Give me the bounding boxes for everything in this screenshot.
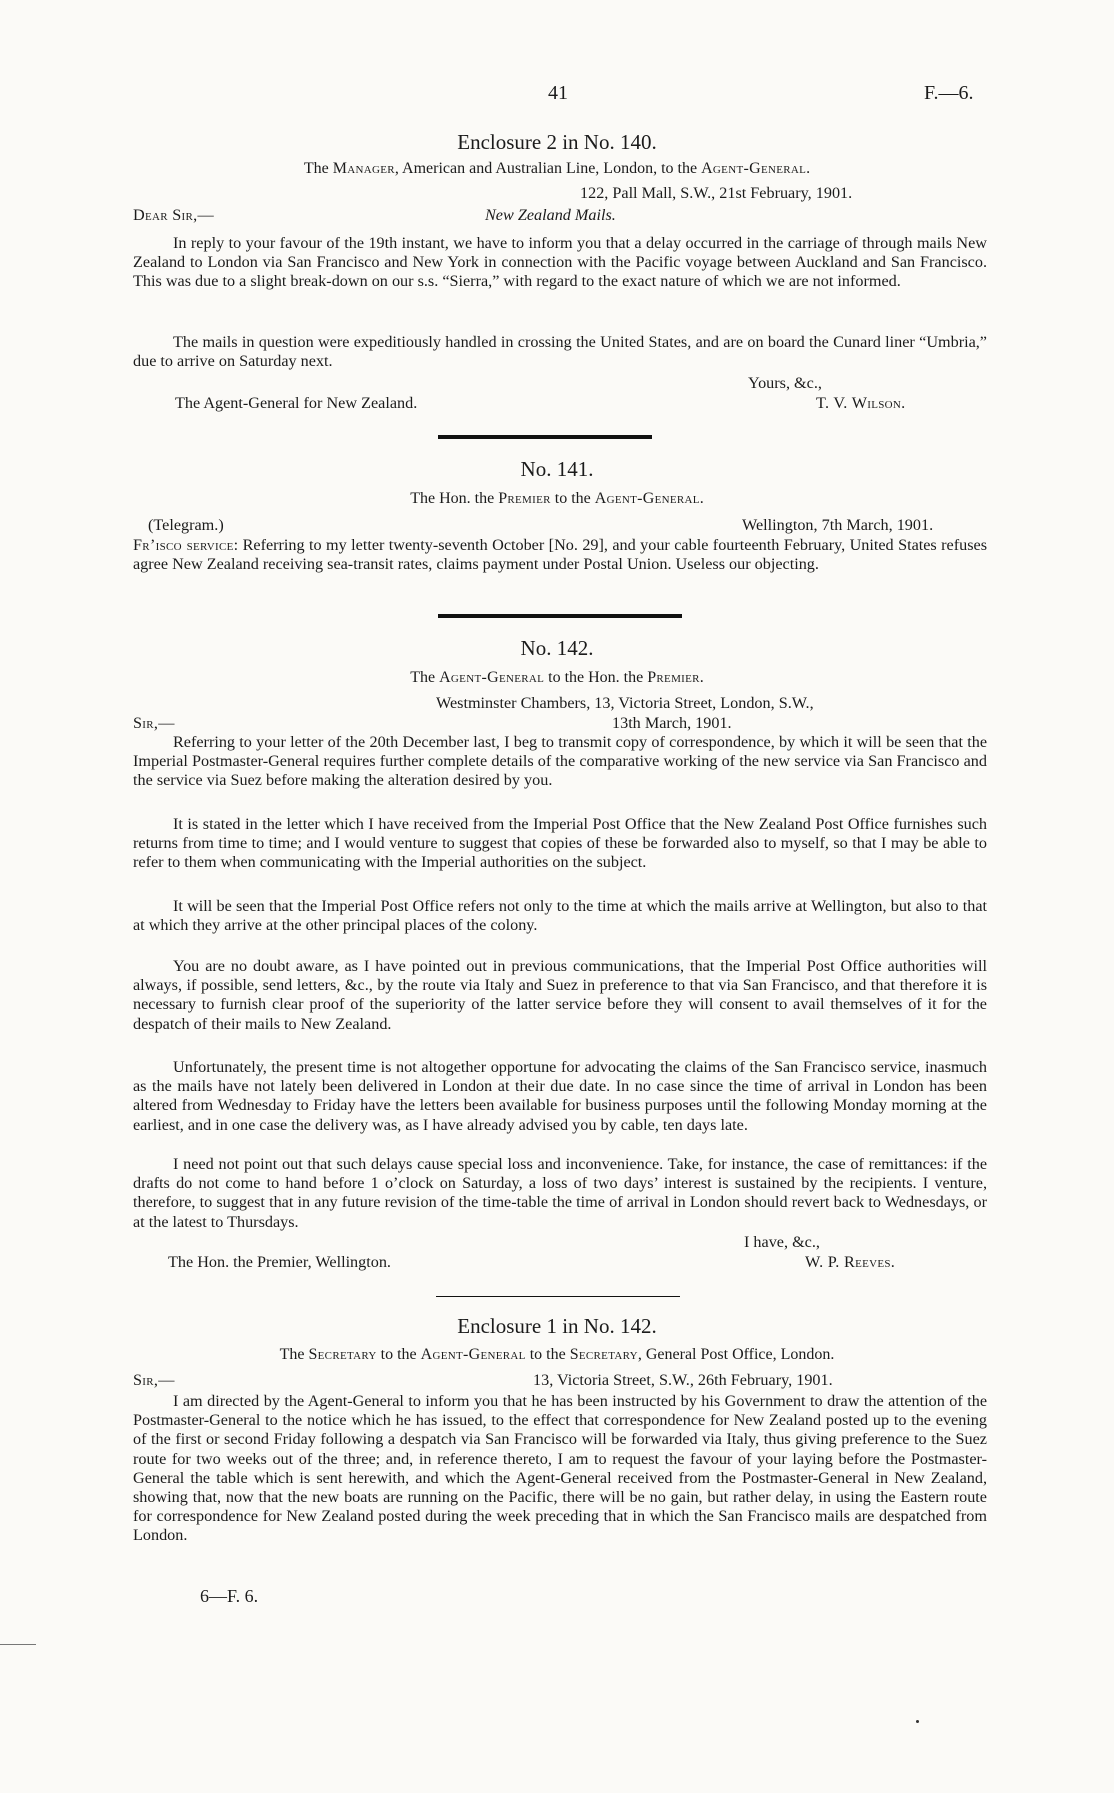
no-142-paragraph-6: I need not point out that such delays cause special loss and inconvenience. Take, for instance, the case of remittances: if the drafts do not come to hand before 1 o’clock on Saturday, a loss of two days’ interest is sustained by the recipients. I venture, therefore, to suggest that in any future revision of the time-table the time of arrival in London should revert back to Wednesdays, or at the latest to Thursdays. xyxy=(133,1155,987,1231)
enclosure-2-title: Enclosure 2 in No. 140. xyxy=(457,130,657,154)
enclosure-2-address-date: 122, Pall Mall, S.W., 21st February, 1901. xyxy=(580,184,853,202)
no-142-paragraph-2: It is stated in the letter which I have received from the Imperial Post Office that the New Zealand Post Office furnishes such returns from time to time; and I would venture to suggest that copies of these be forwarded also to myself, so that I may be able to refer to them when communicating with the Imperial authorities on the subject. xyxy=(133,815,987,872)
no-142-from-line: The Agent-General to the Hon. the Premier. xyxy=(410,669,704,686)
enclosure-2-closing: Yours, &c., xyxy=(748,374,822,392)
no-142-addressee: The Hon. the Premier, Wellington. xyxy=(168,1253,391,1271)
document-reference: F.—6. xyxy=(924,82,974,104)
no-141-telegram-label: (Telegram.) xyxy=(148,516,224,534)
enclosure-1-paragraph-1: I am directed by the Agent-General to inform you that he has been instructed by his Government to draw the attention of the Postmaster-General to the notice which he has issued, to the effect that correspondence for New Zealand posted up to the evening of the first or second Friday following a despatch via San Francisco will be forwarded via Italy, thus giving preference to the Suez route for two weeks out of the three; and, in reference thereto, I am to request the favour of your laying before the Postmaster-General the table which is sent herewith, and which the Agent-General received from the Postmaster-General in New Zealand, showing that, now that the new boats are running on the Pacific, there will be no gain, but rather delay, in using the Eastern route for correspondence for New Zealand posted during the week preceding that in which the San Francisco mails are despatched from London. xyxy=(133,1392,987,1545)
no-142-paragraph-4: You are no doubt aware, as I have pointed out in previous communications, that the Imperial Post Office authorities will always, if possible, send letters, &c., by the route via Italy and Suez in preference to that via San Francisco, and that therefore it is necessary to furnish clear proof of the superiority of the latter service before they will consent to avail themselves of it for the despatch of their mails to New Zealand. xyxy=(133,957,987,1033)
no-142-address: Westminster Chambers, 13, Victoria Street, London, S.W., xyxy=(436,694,814,712)
enclosure-1-salutation: Sir,— xyxy=(133,1371,175,1389)
enclosure-2-paragraph-1: In reply to your favour of the 19th instant, we have to inform you that a delay occurred in the carriage of through mails New Zealand to London via San Francisco and New York in connection with the Pacific voyage between Auckland and San Francisco. This was due to a slight break-down on our s.s. “Sierra,” with regard to the exact nature of which we are not informed. xyxy=(133,234,987,291)
no-142-signature: W. P. Reeves. xyxy=(805,1253,896,1271)
enclosure-1-from-line: The Secretary to the Agent-General to the Secretary, General Post Office, London. xyxy=(279,1346,835,1363)
enclosure-2-salutation: Dear Sir,— xyxy=(133,206,214,224)
no-141-place-date: Wellington, 7th March, 1901. xyxy=(742,516,934,534)
enclosure-2-addressee: The Agent-General for New Zealand. xyxy=(175,394,418,412)
enclosure-2-subject: New Zealand Mails. xyxy=(485,206,616,224)
no-141-telegram-body: Fr’isco service: Referring to my letter twenty-seventh October [No. 29], and your cable fourteenth February, United States refuses agree New Zealand receiving sea-transit rates, claims payment under Postal Union. Useless our objecting. xyxy=(133,536,987,574)
enclosure-1-address-date: 13, Victoria Street, S.W., 26th February, 1901. xyxy=(533,1371,833,1389)
no-141-title: No. 141. xyxy=(520,457,594,481)
enclosure-2-paragraph-2: The mails in question were expeditiously handled in crossing the United States, and are on board the Cunard liner “Umbria,” due to arrive on Saturday next. xyxy=(133,333,987,371)
scan-speck xyxy=(916,1720,919,1723)
page-number: 41 xyxy=(548,82,568,104)
section-divider xyxy=(438,614,682,618)
enclosure-2-from-line: The Manager, American and Australian Line, London, to the Agent-General. xyxy=(303,160,811,177)
no-142-paragraph-3: It will be seen that the Imperial Post Office refers not only to the time at which the mails arrive at Wellington, but also to that at which they arrive at the other principal places of the colony. xyxy=(133,897,987,935)
margin-mark xyxy=(0,1644,36,1645)
no-142-title: No. 142. xyxy=(520,636,594,660)
no-141-from-line: The Hon. the Premier to the Agent-General. xyxy=(410,490,704,507)
enclosure-2-signature: T. V. Wilson. xyxy=(816,394,906,412)
signature-mark: 6—F. 6. xyxy=(200,1586,259,1606)
section-divider xyxy=(438,435,652,439)
no-142-closing: I have, &c., xyxy=(744,1233,820,1251)
no-142-salutation: Sir,— xyxy=(133,714,175,732)
enclosure-1-title: Enclosure 1 in No. 142. xyxy=(457,1314,657,1338)
no-142-paragraph-1: Referring to your letter of the 20th December last, I beg to transmit copy of correspondence, by which it will be seen that the Imperial Postmaster-General requires further complete details of the comparative working of the new service via San Francisco and the service via Suez before making the alteration desired by you. xyxy=(133,733,987,790)
no-142-date: 13th March, 1901. xyxy=(612,714,732,732)
no-142-paragraph-5: Unfortunately, the present time is not altogether opportune for advocating the claims of the San Francisco service, inasmuch as the mails have not lately been delivered in London at their due date. In no case since the time of arrival in London has been altered from Wednesday to Friday have the letters been available for business purposes until the following Monday morning at the earliest, and in one case the delivery was, as I have already advised you by cable, ten days late. xyxy=(133,1058,987,1134)
section-divider xyxy=(436,1296,680,1297)
